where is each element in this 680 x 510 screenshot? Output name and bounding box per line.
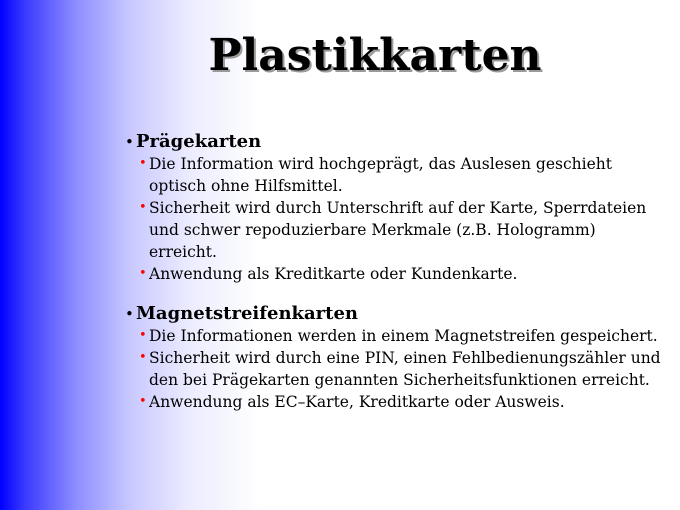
list-item-text: Die Information wird hochgeprägt, das Auslesen geschieht optisch ohne Hilfsmittel.	[149, 155, 612, 195]
section-heading	[125, 131, 665, 153]
list-item-text: Anwendung als EC–Karte, Kreditkarte oder Ausweis.	[149, 393, 565, 411]
list-item	[139, 153, 665, 197]
sub-bullet-list	[125, 153, 665, 285]
section-heading-text: Prägekarten	[136, 131, 262, 152]
bullet-dot-icon: •	[125, 133, 134, 151]
list-item-text: Anwendung als Kreditkarte oder Kundenkarte.	[149, 265, 518, 283]
list-item-text: Sicherheit wird durch eine PIN, einen Fehlbedienungszähler und den bei Prägekarten genannten Sicherheitsfunktionen erreicht.	[149, 349, 661, 389]
list-item	[139, 347, 665, 391]
list-item	[139, 263, 665, 285]
red-bullet-icon: •	[139, 200, 147, 215]
slide-content	[125, 131, 665, 431]
list-item	[139, 325, 665, 347]
red-bullet-icon: •	[139, 328, 147, 343]
list-item-text: Die Informationen werden in einem Magnetstreifen gespeichert.	[149, 327, 658, 345]
red-bullet-icon: •	[139, 156, 147, 171]
red-bullet-icon: •	[139, 266, 147, 281]
section-praegekarten	[125, 131, 665, 285]
red-bullet-icon: •	[139, 394, 147, 409]
sub-bullet-list	[125, 325, 665, 413]
section-heading	[125, 303, 665, 325]
section-heading-text: Magnetstreifenkarten	[136, 303, 359, 324]
section-magnetstreifenkarten	[125, 303, 665, 413]
list-item	[139, 391, 665, 413]
list-item-text: Sicherheit wird durch Unterschrift auf der Karte, Sperrdateien und schwer repoduzierbare Merkmale (z.B. Hologramm) erreicht.	[149, 199, 647, 261]
red-bullet-icon: •	[139, 350, 147, 365]
list-item	[139, 197, 665, 263]
slide-title: Plastikkarten	[208, 30, 542, 81]
bullet-dot-icon: •	[125, 305, 134, 323]
